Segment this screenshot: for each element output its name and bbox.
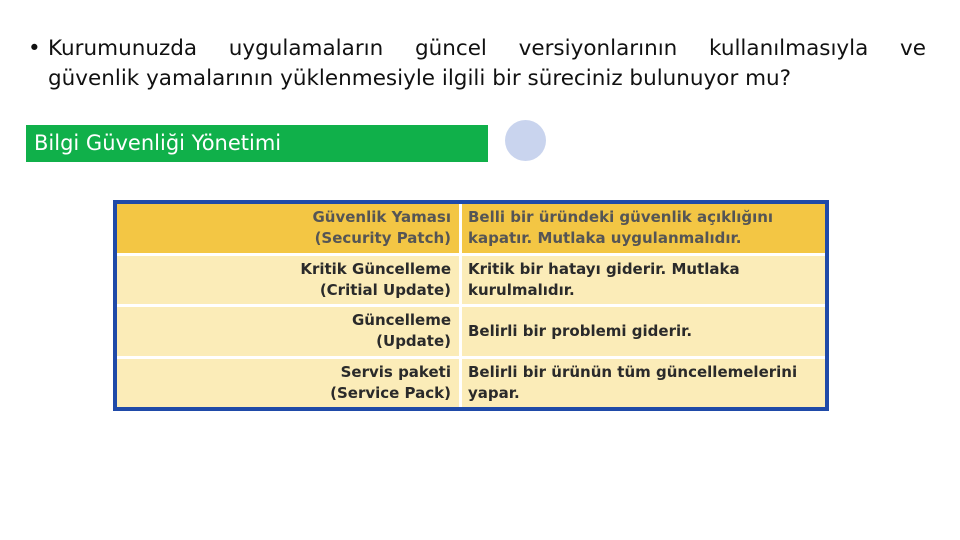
term-name: Güvenlik Yaması	[312, 208, 451, 227]
description-cell	[462, 307, 825, 356]
term-english: (Security Patch)	[314, 229, 451, 248]
question-word: versiyonlarının	[518, 36, 678, 61]
question-line-1	[48, 34, 926, 64]
description-line: yapar.	[468, 383, 520, 402]
description-line: Belirli bir problemi giderir.	[468, 321, 693, 340]
term-english: (Service Pack)	[330, 383, 451, 402]
question-row	[28, 34, 926, 94]
description-cell	[462, 204, 825, 253]
term-cell	[117, 359, 462, 408]
question-word: uygulamaların	[228, 36, 384, 61]
description-line: kapatır. Mutlaka uygulanmalıdır.	[468, 229, 742, 248]
table-body	[117, 204, 825, 407]
definition-table	[113, 200, 829, 411]
bullet-icon: •	[28, 36, 41, 61]
question-word: Kurumunuzda	[48, 36, 198, 61]
description-cell	[462, 359, 825, 408]
term-cell	[117, 204, 462, 253]
term-cell	[117, 307, 462, 356]
question-word: kullanılmasıyla	[709, 36, 869, 61]
section-banner: Bilgi Güvenliği Yönetimi	[26, 125, 488, 162]
question-word: güncel	[414, 36, 487, 61]
term-english: (Critial Update)	[319, 280, 451, 299]
term-name: Kritik Güncelleme	[300, 259, 451, 278]
description-line: Belli bir üründeki güvenlik açıklığını	[468, 208, 774, 227]
table-row	[117, 359, 825, 408]
term-english: (Update)	[376, 332, 451, 351]
question-line-2: güvenlik yamalarının yüklenmesiyle ilgili bir süreciniz bulunuyor mu?	[48, 66, 792, 91]
description-cell	[462, 256, 825, 305]
description-line: Kritik bir hatayı giderir. Mutlaka	[468, 259, 740, 278]
question-word: ve	[900, 36, 926, 61]
circle-decoration	[505, 120, 546, 161]
question-text	[28, 34, 926, 94]
question-body	[48, 34, 926, 94]
term-name: Güncelleme	[352, 311, 451, 330]
table-row	[117, 204, 825, 256]
description-line: kurulmalıdır.	[468, 280, 575, 299]
term-cell	[117, 256, 462, 305]
description-line: Belirli bir ürünün tüm güncellemelerini	[468, 362, 798, 381]
term-name: Servis paketi	[340, 362, 451, 381]
table-row	[117, 256, 825, 308]
table-row	[117, 307, 825, 359]
